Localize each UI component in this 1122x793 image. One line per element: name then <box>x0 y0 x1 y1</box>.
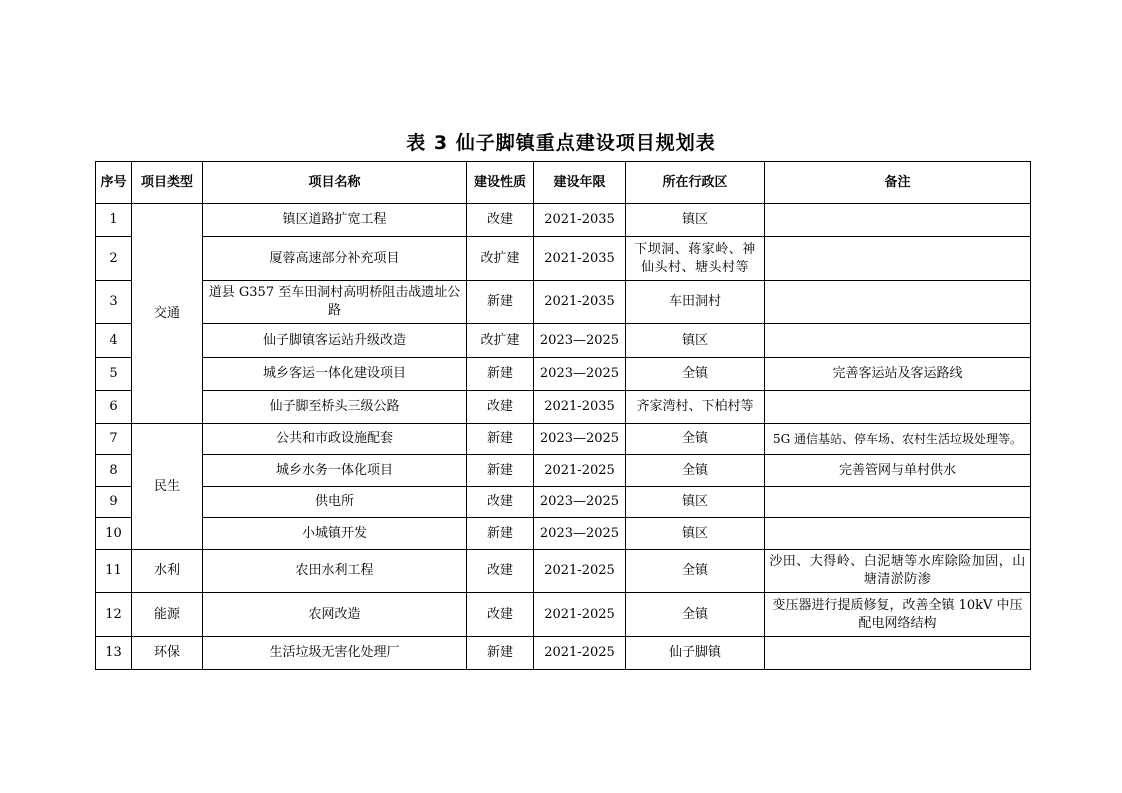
table-row <box>96 391 1031 424</box>
table-row <box>96 424 1031 455</box>
table-row <box>96 237 1031 281</box>
cell-name: 农网改造 <box>203 593 467 637</box>
header-region: 所在行政区 <box>626 162 765 204</box>
cell-region: 镇区 <box>626 518 765 550</box>
cell-no: 13 <box>96 637 132 670</box>
cell-no: 11 <box>96 550 132 593</box>
table-row <box>96 204 1031 237</box>
cell-region: 车田洞村 <box>626 281 765 324</box>
table-header-row <box>96 162 1031 204</box>
cell-category: 能源 <box>132 593 203 637</box>
cell-category: 水利 <box>132 550 203 593</box>
cell-note <box>765 518 1031 550</box>
table-row <box>96 487 1031 518</box>
cell-years: 2023—2025 <box>534 358 626 391</box>
cell-name: 镇区道路扩宽工程 <box>203 204 467 237</box>
cell-name: 生活垃圾无害化处理厂 <box>203 637 467 670</box>
cell-no: 2 <box>96 237 132 281</box>
cell-region: 全镇 <box>626 550 765 593</box>
cell-nature: 新建 <box>467 358 534 391</box>
cell-no: 6 <box>96 391 132 424</box>
cell-years: 2023—2025 <box>534 324 626 358</box>
cell-no: 4 <box>96 324 132 358</box>
cell-name: 农田水利工程 <box>203 550 467 593</box>
table-row <box>96 455 1031 487</box>
cell-nature: 新建 <box>467 281 534 324</box>
cell-years: 2021-2025 <box>534 637 626 670</box>
cell-nature: 新建 <box>467 424 534 455</box>
cell-region: 齐家湾村、下柏村等 <box>626 391 765 424</box>
cell-years: 2021-2035 <box>534 281 626 324</box>
cell-region: 镇区 <box>626 204 765 237</box>
cell-nature: 改建 <box>467 550 534 593</box>
cell-nature: 改扩建 <box>467 237 534 281</box>
cell-region: 仙子脚镇 <box>626 637 765 670</box>
cell-category: 交通 <box>132 204 203 424</box>
project-plan-table <box>95 161 1031 670</box>
cell-years: 2023—2025 <box>534 487 626 518</box>
cell-name: 城乡客运一体化建设项目 <box>203 358 467 391</box>
cell-region: 全镇 <box>626 455 765 487</box>
cell-years: 2023—2025 <box>534 424 626 455</box>
cell-note <box>765 324 1031 358</box>
cell-note: 完善管网与单村供水 <box>765 455 1031 487</box>
cell-nature: 改建 <box>467 487 534 518</box>
cell-name: 仙子脚镇客运站升级改造 <box>203 324 467 358</box>
cell-region: 全镇 <box>626 593 765 637</box>
cell-name: 厦蓉高速部分补充项目 <box>203 237 467 281</box>
header-years: 建设年限 <box>534 162 626 204</box>
cell-note: 完善客运站及客运路线 <box>765 358 1031 391</box>
cell-note <box>765 281 1031 324</box>
table-row <box>96 518 1031 550</box>
cell-note <box>765 204 1031 237</box>
cell-note: 5G 通信基站、停车场、农村生活垃圾处理等。 <box>765 424 1031 455</box>
cell-nature: 新建 <box>467 637 534 670</box>
cell-region: 全镇 <box>626 424 765 455</box>
cell-name: 仙子脚至桥头三级公路 <box>203 391 467 424</box>
table-row <box>96 637 1031 670</box>
cell-nature: 改建 <box>467 391 534 424</box>
cell-name: 小城镇开发 <box>203 518 467 550</box>
table-row <box>96 593 1031 637</box>
table-row <box>96 550 1031 593</box>
cell-years: 2021-2025 <box>534 593 626 637</box>
header-name: 项目名称 <box>203 162 467 204</box>
cell-note <box>765 237 1031 281</box>
cell-years: 2021-2035 <box>534 391 626 424</box>
cell-no: 3 <box>96 281 132 324</box>
cell-no: 9 <box>96 487 132 518</box>
header-note: 备注 <box>765 162 1031 204</box>
cell-region: 镇区 <box>626 487 765 518</box>
cell-note <box>765 487 1031 518</box>
cell-region: 镇区 <box>626 324 765 358</box>
cell-nature: 新建 <box>467 455 534 487</box>
cell-nature: 改建 <box>467 593 534 637</box>
cell-nature: 改建 <box>467 204 534 237</box>
cell-years: 2021-2035 <box>534 204 626 237</box>
cell-name: 城乡水务一体化项目 <box>203 455 467 487</box>
cell-years: 2021-2025 <box>534 550 626 593</box>
header-nature: 建设性质 <box>467 162 534 204</box>
cell-name: 供电所 <box>203 487 467 518</box>
cell-name: 公共和市政设施配套 <box>203 424 467 455</box>
cell-no: 7 <box>96 424 132 455</box>
cell-no: 8 <box>96 455 132 487</box>
cell-note <box>765 637 1031 670</box>
cell-note <box>765 391 1031 424</box>
table-row <box>96 281 1031 324</box>
cell-nature: 新建 <box>467 518 534 550</box>
cell-name: 道县 G357 至车田洞村高明桥阻击战遗址公路 <box>203 281 467 324</box>
cell-note: 沙田、大得岭、白泥塘等水库除险加固，山塘清淤防渗 <box>765 550 1031 593</box>
table-row <box>96 358 1031 391</box>
cell-category: 民生 <box>132 424 203 550</box>
header-type: 项目类型 <box>132 162 203 204</box>
cell-region: 下坝洞、蒋家岭、神仙头村、塘头村等 <box>626 237 765 281</box>
header-no: 序号 <box>96 162 132 204</box>
cell-years: 2023—2025 <box>534 518 626 550</box>
cell-no: 12 <box>96 593 132 637</box>
cell-no: 10 <box>96 518 132 550</box>
cell-nature: 改扩建 <box>467 324 534 358</box>
cell-region: 全镇 <box>626 358 765 391</box>
cell-years: 2021-2025 <box>534 455 626 487</box>
cell-category: 环保 <box>132 637 203 670</box>
table-row <box>96 324 1031 358</box>
cell-no: 1 <box>96 204 132 237</box>
page-title: 表 3 仙子脚镇重点建设项目规划表 <box>406 132 716 154</box>
cell-note: 变压器进行提质修复，改善全镇 10kV 中压配电网络结构 <box>765 593 1031 637</box>
cell-years: 2021-2035 <box>534 237 626 281</box>
cell-no: 5 <box>96 358 132 391</box>
